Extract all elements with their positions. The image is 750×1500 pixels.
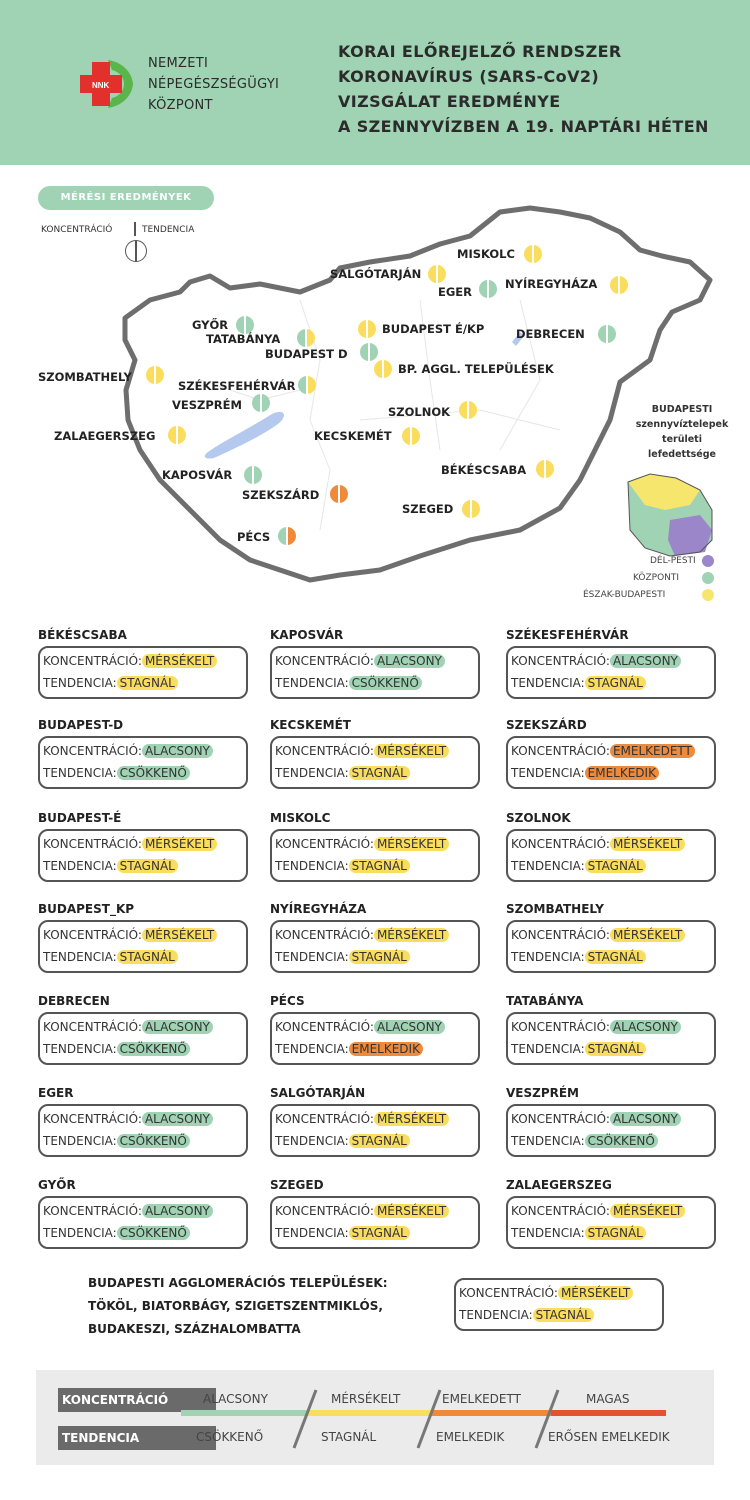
conc-value: ALACSONY [610, 1020, 681, 1034]
card-conc-line [275, 654, 445, 668]
conc-value: EMELKEDETT [610, 744, 695, 758]
conc-label: KONCENTRÁCIÓ: [511, 744, 610, 758]
budapest-coverage-map [628, 474, 712, 556]
card-trend-line [511, 859, 646, 873]
conc-label: KONCENTRÁCIÓ: [275, 928, 374, 942]
scale-dividers [36, 1370, 714, 1465]
city-card [506, 646, 716, 699]
card-trend-line [275, 859, 410, 873]
trend-value: STAGNÁL [117, 859, 178, 873]
city-card [270, 1196, 480, 1249]
card-conc-line [43, 1112, 213, 1126]
map-city-label: NYÍREGYHÁZA [505, 277, 598, 291]
card-trend-line [275, 676, 422, 690]
trend-label: TENDENCIA: [275, 1226, 349, 1240]
bp-legend-kozponti: KÖZPONTI [633, 573, 680, 583]
bp-legend-title-4: lefedettsége [648, 449, 716, 460]
card-city-name: BUDAPEST_KP [38, 902, 135, 916]
trend-value: STAGNÁL [349, 1134, 410, 1148]
trend-value: STAGNÁL [349, 859, 410, 873]
trend-label: TENDENCIA: [511, 1226, 585, 1240]
scale-conc-level-2: MÉRSÉKELT [331, 1392, 401, 1406]
scale-trend-level-1: CSÖKKENŐ [196, 1430, 264, 1444]
conc-label: KONCENTRÁCIÓ: [511, 837, 610, 851]
city-card [38, 920, 248, 973]
map-city-status-icon [479, 280, 497, 298]
map-city-label: MISKOLC [457, 247, 515, 261]
trend-label: TENDENCIA: [511, 859, 585, 873]
card-trend-line [511, 766, 659, 780]
conc-value: ALACSONY [610, 654, 681, 668]
card-trend-line [43, 950, 178, 964]
card-conc-line [511, 744, 695, 758]
conc-label: KONCENTRÁCIÓ: [511, 928, 610, 942]
key-divider [134, 222, 136, 236]
card-conc-line [43, 1020, 213, 1034]
conc-value: MÉRSÉKELT [610, 928, 685, 942]
card-conc-line [511, 654, 681, 668]
map-city-label: SZEKSZÁRD [242, 488, 320, 502]
card-conc-line [275, 837, 449, 851]
map-city-status-icon [536, 460, 554, 478]
key-trend-label: TENDENCIA [142, 225, 195, 235]
trend-value: STAGNÁL [349, 1226, 410, 1240]
map-city-label: TATABÁNYA [206, 332, 281, 346]
map-city-label: SZÉKESFEHÉRVÁR [178, 379, 296, 393]
card-city-name: ZALAEGERSZEG [506, 1178, 612, 1192]
card-trend-line [459, 1308, 594, 1322]
trend-value: STAGNÁL [349, 766, 410, 780]
card-city-name: DEBRECEN [38, 994, 110, 1008]
card-conc-line [511, 1020, 681, 1034]
card-trend-line [43, 1134, 190, 1148]
trend-value: STAGNÁL [585, 859, 646, 873]
map-city-status-icon [252, 394, 270, 412]
trend-value: CSÖKKENŐ [349, 676, 422, 690]
conc-label: KONCENTRÁCIÓ: [275, 654, 374, 668]
card-trend-line [275, 766, 410, 780]
map-city-label: EGER [438, 285, 473, 299]
bp-legend-del-pesti: DÉL-PESTI [650, 556, 696, 566]
card-city-name: TATABÁNYA [506, 994, 584, 1008]
city-card [38, 829, 248, 882]
city-card [38, 1012, 248, 1065]
bp-legend-eszak-budapesti: ÉSZAK-BUDAPESTI [583, 590, 666, 600]
card-trend-line [275, 1042, 423, 1056]
trend-label: TENDENCIA: [511, 1134, 585, 1148]
map-city-label: ZALAEGERSZEG [54, 429, 156, 443]
card-city-name: VESZPRÉM [506, 1086, 580, 1100]
logo-text: NNK [92, 81, 110, 90]
card-city-name: SZOMBATHELY [506, 902, 604, 916]
scale-trend-level-4: ERŐSEN EMELKEDIK [548, 1430, 670, 1444]
map-city-status-icon [598, 325, 616, 343]
title-line-2: KORONAVÍRUS (SARS-CoV2) [338, 67, 600, 86]
city-card [38, 1196, 248, 1249]
card-trend-line [43, 766, 190, 780]
agglomeration-card [454, 1278, 664, 1331]
city-card [270, 646, 480, 699]
map-city-status-icon [462, 500, 480, 518]
card-conc-line [511, 1204, 685, 1218]
trend-label: TENDENCIA: [511, 950, 585, 964]
card-city-name: NYÍREGYHÁZA [270, 902, 367, 916]
trend-label: TENDENCIA: [275, 676, 349, 690]
map-city-status-icon [374, 360, 392, 378]
conc-value: MÉRSÉKELT [142, 837, 217, 851]
map-city-label: BÉKÉSCSABA [441, 463, 527, 477]
trend-value: STAGNÁL [117, 950, 178, 964]
map-city-status-icon [360, 343, 378, 361]
card-city-name: BUDAPEST-É [38, 811, 122, 825]
card-city-name: EGER [38, 1086, 74, 1100]
key-circle-icon [125, 240, 147, 262]
card-trend-line [43, 859, 178, 873]
trend-value: STAGNÁL [585, 676, 646, 690]
conc-value: MÉRSÉKELT [558, 1286, 633, 1300]
card-trend-line [275, 1226, 410, 1240]
map-city-status-icon [297, 329, 315, 347]
org-name-line-1: NEMZETI [148, 56, 209, 71]
map-city-status-icon [358, 320, 376, 338]
conc-label: KONCENTRÁCIÓ: [275, 1112, 374, 1126]
map-city-label: GYŐR [192, 318, 229, 332]
city-card [506, 1196, 716, 1249]
trend-value: EMELKEDIK [585, 766, 659, 780]
conc-label: KONCENTRÁCIÓ: [275, 1020, 374, 1034]
card-city-name: PÉCS [270, 994, 305, 1008]
card-city-name: SZÉKESFEHÉRVÁR [506, 628, 629, 642]
card-city-name: KECSKEMÉT [270, 718, 351, 732]
map-city-label: SALGÓTARJÁN [330, 267, 422, 281]
card-city-name: BÉKÉSCSABA [38, 628, 127, 642]
card-conc-line [43, 1204, 213, 1218]
card-trend-line [511, 1134, 658, 1148]
trend-label: TENDENCIA: [43, 766, 117, 780]
lake-balaton [205, 412, 284, 459]
map-city-label: SZOLNOK [388, 405, 451, 419]
trend-value: STAGNÁL [585, 1226, 646, 1240]
trend-label: TENDENCIA: [275, 766, 349, 780]
conc-label: KONCENTRÁCIÓ: [511, 1112, 610, 1126]
conc-label: KONCENTRÁCIÓ: [511, 654, 610, 668]
city-card [38, 1104, 248, 1157]
trend-value: CSÖKKENŐ [117, 1226, 190, 1240]
city-card [38, 736, 248, 789]
city-card [270, 1012, 480, 1065]
scale-legend [36, 1370, 714, 1465]
conc-label: KONCENTRÁCIÓ: [43, 654, 142, 668]
conc-value: MÉRSÉKELT [374, 744, 449, 758]
card-city-name: KAPOSVÁR [270, 628, 344, 642]
agglomeration-list-1: TÖKÖL, BIATORBÁGY, SZIGETSZENTMIKLÓS, [88, 1299, 383, 1313]
conc-value: ALACSONY [142, 1112, 213, 1126]
card-conc-line [275, 1112, 449, 1126]
card-conc-line [511, 837, 685, 851]
city-card [506, 829, 716, 882]
card-conc-line [275, 928, 449, 942]
bp-legend-title-3: területi [662, 434, 702, 445]
card-city-name: GYŐR [38, 1178, 76, 1192]
trend-label: TENDENCIA: [43, 1134, 117, 1148]
conc-value: ALACSONY [142, 1204, 213, 1218]
trend-value: CSÖKKENŐ [117, 1042, 190, 1056]
measurement-results-badge: MÉRÉSI EREDMÉNYEK [38, 186, 214, 210]
card-conc-line [43, 837, 217, 851]
conc-value: MÉRSÉKELT [610, 1204, 685, 1218]
trend-value: EMELKEDIK [349, 1042, 423, 1056]
conc-label: KONCENTRÁCIÓ: [275, 744, 374, 758]
card-conc-line [275, 744, 449, 758]
bp-legend-title-2: szennyvíztelepek [635, 419, 729, 430]
conc-value: MÉRSÉKELT [142, 654, 217, 668]
scale-conc-level-4: MAGAS [586, 1392, 630, 1406]
card-city-name: SZEGED [270, 1178, 324, 1192]
conc-label: KONCENTRÁCIÓ: [43, 928, 142, 942]
hungary-map [0, 165, 750, 605]
map-city-status-icon [402, 427, 420, 445]
map-city-status-icon [298, 376, 316, 394]
trend-value: CSÖKKENŐ [117, 1134, 190, 1148]
bp-legend-del-pesti-swatch [702, 555, 714, 567]
card-trend-line [43, 1226, 190, 1240]
trend-label: TENDENCIA: [275, 859, 349, 873]
conc-label: KONCENTRÁCIÓ: [43, 1204, 142, 1218]
city-card [506, 1104, 716, 1157]
map-city-label: SZEGED [402, 502, 454, 516]
key-concentration-label: KONCENTRÁCIÓ [41, 225, 113, 235]
trend-value: STAGNÁL [117, 676, 178, 690]
map-city-label: PÉCS [237, 530, 271, 544]
scale-trend-head: TENDENCIA [58, 1426, 216, 1450]
map-city-label: KECSKEMÉT [314, 429, 392, 443]
card-conc-line [275, 1204, 449, 1218]
trend-label: TENDENCIA: [511, 1042, 585, 1056]
conc-value: ALACSONY [374, 654, 445, 668]
conc-value: ALACSONY [610, 1112, 681, 1126]
map-city-status-icon [278, 527, 296, 545]
map-city-status-icon [610, 276, 628, 294]
conc-value: ALACSONY [374, 1020, 445, 1034]
card-city-name: SZEKSZÁRD [506, 718, 587, 732]
card-conc-line [511, 928, 685, 942]
conc-value: MÉRSÉKELT [374, 1204, 449, 1218]
org-name-line-2: NÉPEGÉSZSÉGÜGYI [148, 77, 280, 92]
conc-label: KONCENTRÁCIÓ: [43, 1020, 142, 1034]
conc-label: KONCENTRÁCIÓ: [43, 837, 142, 851]
scale-trend-level-2: STAGNÁL [321, 1430, 377, 1444]
bp-legend-title-1: BUDAPESTI [651, 404, 713, 415]
card-city-name: BUDAPEST-D [38, 718, 124, 732]
conc-value: ALACSONY [142, 1020, 213, 1034]
card-trend-line [275, 1134, 410, 1148]
org-name-line-3: KÖZPONT [148, 98, 213, 113]
trend-label: TENDENCIA: [511, 676, 585, 690]
conc-label: KONCENTRÁCIÓ: [511, 1204, 610, 1218]
card-conc-line [511, 1112, 681, 1126]
trend-label: TENDENCIA: [43, 950, 117, 964]
trend-label: TENDENCIA: [43, 676, 117, 690]
card-conc-line [43, 654, 217, 668]
map-city-status-icon [330, 485, 348, 503]
trend-value: CSÖKKENŐ [117, 766, 190, 780]
card-city-name: SZOLNOK [506, 811, 571, 825]
bp-legend-kozponti-swatch [702, 572, 714, 584]
card-conc-line [43, 744, 213, 758]
city-card [270, 829, 480, 882]
card-trend-line [275, 950, 410, 964]
card-trend-line [43, 676, 178, 690]
card-trend-line [511, 1042, 646, 1056]
map-city-status-icon [244, 466, 262, 484]
header [0, 0, 750, 165]
card-trend-line [511, 950, 646, 964]
trend-label: TENDENCIA: [275, 950, 349, 964]
map-city-status-icon [146, 366, 164, 384]
trend-label: TENDENCIA: [459, 1308, 533, 1322]
trend-value: STAGNÁL [585, 1042, 646, 1056]
map-city-status-icon [459, 401, 477, 419]
conc-label: KONCENTRÁCIÓ: [43, 1112, 142, 1126]
city-card [270, 920, 480, 973]
scale-conc-level-1: ALACSONY [203, 1392, 268, 1406]
conc-value: MÉRSÉKELT [374, 837, 449, 851]
card-city-name: SALGÓTARJÁN [270, 1086, 366, 1100]
trend-label: TENDENCIA: [511, 766, 585, 780]
conc-label: KONCENTRÁCIÓ: [511, 1020, 610, 1034]
conc-value: MÉRSÉKELT [374, 928, 449, 942]
conc-label: KONCENTRÁCIÓ: [275, 837, 374, 851]
trend-value: STAGNÁL [585, 950, 646, 964]
scale-conc-level-3: EMELKEDETT [442, 1392, 521, 1406]
trend-label: TENDENCIA: [275, 1134, 349, 1148]
trend-label: TENDENCIA: [43, 1042, 117, 1056]
card-city-name: MISKOLC [270, 811, 331, 825]
trend-label: TENDENCIA: [43, 1226, 117, 1240]
city-card [38, 646, 248, 699]
trend-value: STAGNÁL [349, 950, 410, 964]
title-line-1: KORAI ELŐREJELZŐ RENDSZER [338, 42, 622, 61]
trend-value: CSÖKKENŐ [585, 1134, 658, 1148]
title-line-4: A SZENNYVÍZBEN A 19. NAPTÁRI HÉTEN [338, 117, 709, 136]
conc-label: KONCENTRÁCIÓ: [275, 1204, 374, 1218]
conc-value: ALACSONY [142, 744, 213, 758]
map-city-status-icon [428, 265, 446, 283]
trend-value: STAGNÁL [533, 1308, 594, 1322]
city-card [506, 736, 716, 789]
map-city-label: SZOMBATHELY [38, 370, 132, 384]
card-trend-line [511, 1226, 646, 1240]
agglomeration-list-2: BUDAKESZI, SZÁZHALOMBATTA [88, 1322, 301, 1336]
card-conc-line [275, 1020, 445, 1034]
conc-value: MÉRSÉKELT [142, 928, 217, 942]
map-city-label: BUDAPEST D [265, 347, 348, 361]
scale-trend-level-3: EMELKEDIK [436, 1430, 505, 1444]
conc-label: KONCENTRÁCIÓ: [459, 1286, 558, 1300]
conc-value: MÉRSÉKELT [610, 837, 685, 851]
map-city-label: KAPOSVÁR [162, 468, 233, 482]
map-city-label: BP. AGGL. TELEPÜLÉSEK [398, 362, 554, 376]
card-conc-line [43, 928, 217, 942]
city-card [506, 920, 716, 973]
map-city-label: BUDAPEST É/KP [382, 322, 485, 336]
card-trend-line [511, 676, 646, 690]
city-card [506, 1012, 716, 1065]
conc-label: KONCENTRÁCIÓ: [43, 744, 142, 758]
hungary-border [125, 208, 710, 580]
map-city-label: DEBRECEN [516, 327, 585, 341]
nnk-logo-icon [78, 58, 140, 110]
bp-legend-eszak-budapesti-swatch [702, 589, 714, 601]
map-city-status-icon [168, 426, 186, 444]
agglomeration-title: BUDAPESTI AGGLOMERÁCIÓS TELEPÜLÉSEK: [88, 1276, 388, 1290]
card-trend-line [43, 1042, 190, 1056]
map-city-label: VESZPRÉM [172, 398, 242, 412]
scale-conc-head: KONCENTRÁCIÓ [58, 1388, 216, 1412]
city-card [270, 736, 480, 789]
conc-value: MÉRSÉKELT [374, 1112, 449, 1126]
trend-label: TENDENCIA: [43, 859, 117, 873]
map-city-status-icon [524, 245, 542, 263]
city-card [270, 1104, 480, 1157]
card-conc-line [459, 1286, 633, 1300]
title-line-3: VIZSGÁLAT EREDMÉNYE [338, 92, 561, 111]
trend-label: TENDENCIA: [275, 1042, 349, 1056]
